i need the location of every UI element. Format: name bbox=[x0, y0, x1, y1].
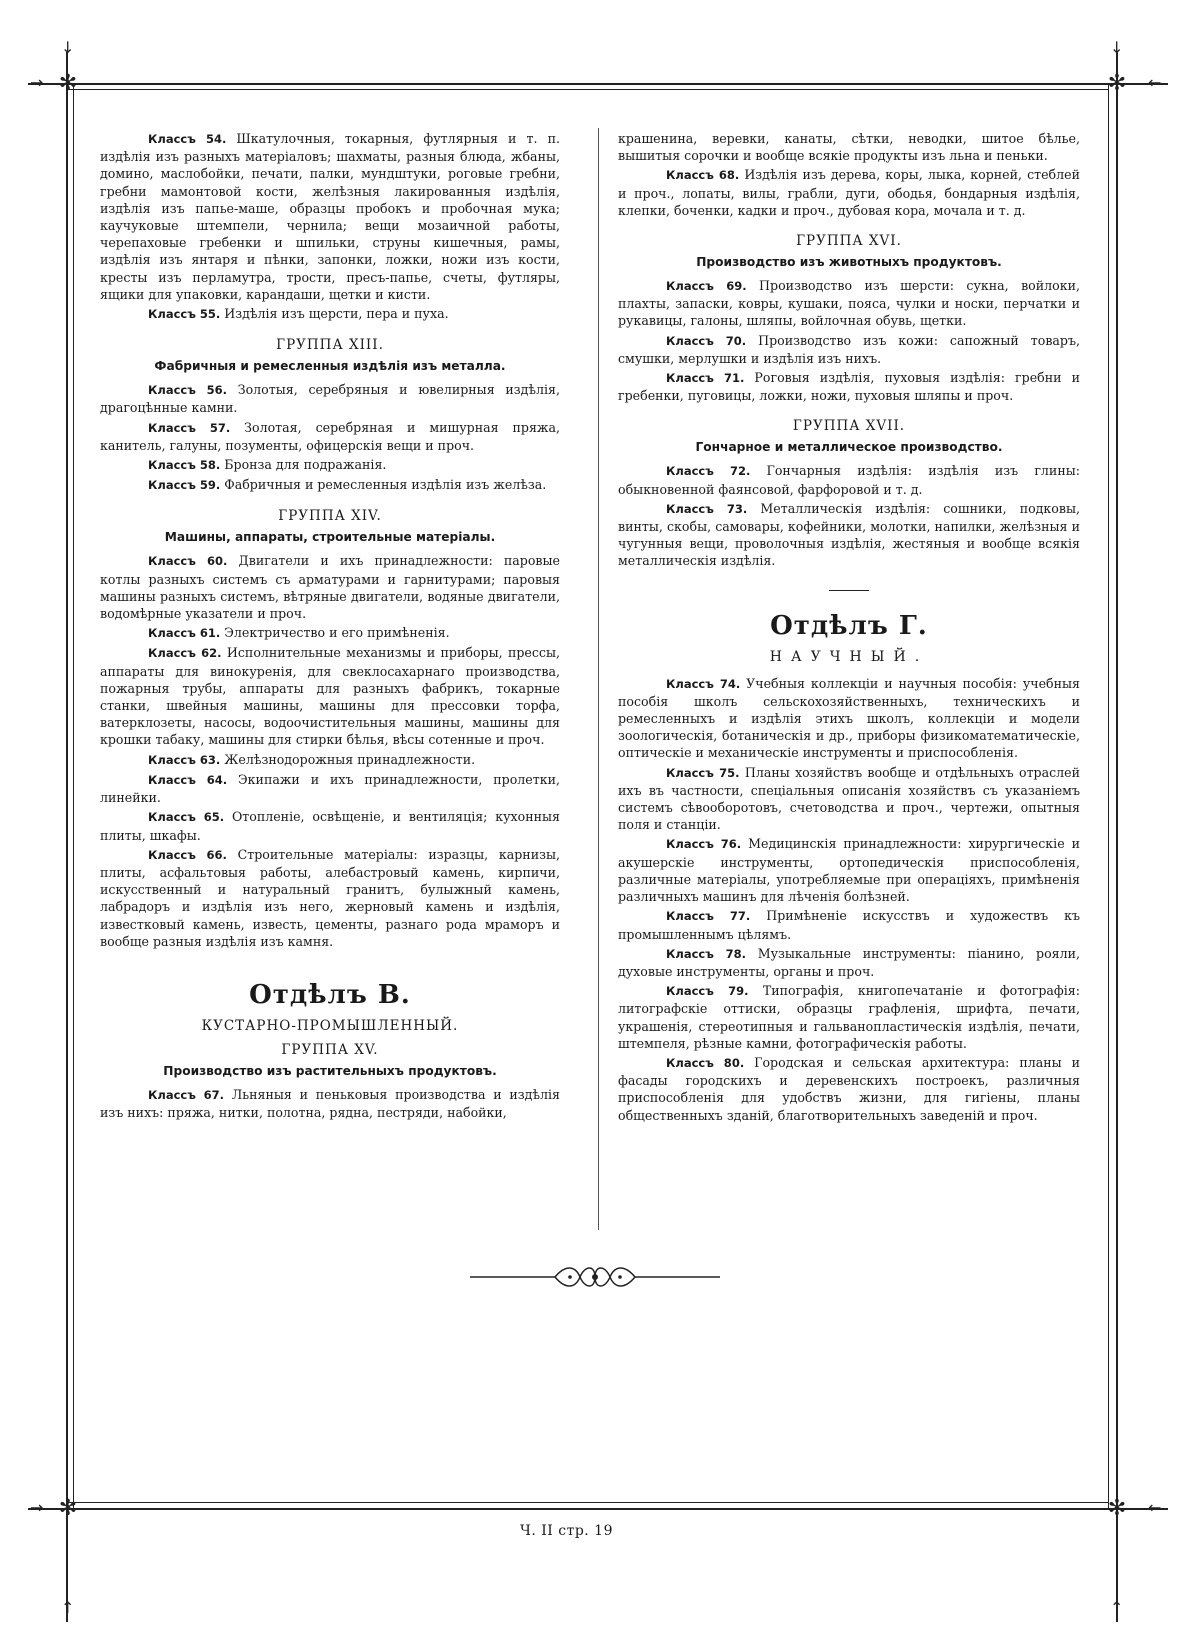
class-entry-continued: крашенина, веревки, канаты, сѣтки, неводки, шитое бѣлье, вышитыя сорочки и вообще всякіе продукты изъ льна и пеньки. bbox=[618, 131, 1080, 164]
group-title: Машины, аппараты, строительные матеріалы. bbox=[164, 530, 496, 545]
right-column bbox=[618, 130, 1080, 1126]
class-entry bbox=[618, 332, 1080, 367]
class-entry bbox=[100, 419, 560, 454]
class-label: Классъ 76. bbox=[666, 837, 742, 852]
class-label: Классъ 56. bbox=[148, 383, 227, 398]
section-rule bbox=[829, 590, 869, 591]
frame-right-inner-line bbox=[1108, 83, 1109, 1508]
frame-left-line bbox=[66, 52, 68, 1622]
class-entry bbox=[618, 1054, 1080, 1124]
department-subtitle: НАУЧНЫЙ. bbox=[769, 648, 929, 665]
class-label: Классъ 78. bbox=[666, 946, 746, 961]
group-heading: ГРУППА XIV. bbox=[278, 508, 382, 525]
arrow-down-icon: ↓ bbox=[61, 38, 75, 57]
class-entry bbox=[618, 462, 1080, 497]
class-text: Экипажи и ихъ принадлежности, пролетки, линейки. bbox=[100, 771, 560, 806]
class-label: Классъ 57. bbox=[148, 420, 231, 435]
arrow-down-icon: ↓ bbox=[1110, 38, 1124, 57]
class-label: Классъ 55. bbox=[148, 307, 221, 322]
class-label: Классъ 66. bbox=[148, 847, 227, 862]
group-title: Фабричныя и ремесленныя издѣлія изъ металла. bbox=[154, 359, 506, 374]
class-entry bbox=[618, 675, 1080, 762]
class-label: Классъ 67. bbox=[148, 1087, 224, 1102]
class-label: Классъ 70. bbox=[666, 333, 747, 348]
arrow-up-icon: ↑ bbox=[1110, 1598, 1124, 1617]
class-text: Производство изъ кожи: сапожный товаръ, смушки, мерлушки и издѣлія изъ нихъ. bbox=[618, 332, 1080, 366]
arrow-left-icon: ← bbox=[1148, 1498, 1162, 1517]
class-entry bbox=[100, 644, 560, 748]
corner-ornament-icon: ✻ bbox=[58, 1496, 78, 1521]
frame-bottom-inner-line bbox=[66, 1502, 1108, 1503]
class-text: Электричество и его примѣненія. bbox=[224, 625, 450, 641]
class-text: Планы хозяйствъ вообще и отдѣльныхъ отраслей ихъ въ частности, спеціальныя описанія хозяйствъ съ указаніемъ системъ сѣвооборотовъ, счетоводства и проч., чертежи, опытныя поля и станціи. bbox=[618, 764, 1081, 833]
corner-ornament-icon: ✻ bbox=[1107, 71, 1127, 96]
class-text: Золотыя, серебряныя и ювелирныя издѣлія, драгоцѣнные камни. bbox=[100, 382, 560, 416]
department-heading: Отдѣлъ В. bbox=[249, 979, 411, 1010]
class-entry bbox=[618, 835, 1080, 905]
corner-ornament-icon: ✻ bbox=[58, 71, 78, 96]
class-entry bbox=[100, 1086, 560, 1121]
class-text: Роговыя издѣлія, пуховыя издѣлія: гребни и гребенки, пуговицы, ложки, ножи, пуховыя шляпы и проч. bbox=[618, 370, 1080, 404]
class-label: Классъ 77. bbox=[666, 909, 751, 924]
class-text: Музыкальные инструменты: піанино, рояли, духовые инструменты, органы и проч. bbox=[618, 945, 1080, 979]
frame-bottom-line bbox=[28, 1508, 1168, 1510]
arrow-right-icon: → bbox=[30, 1498, 44, 1517]
class-text: Исполнительные механизмы и приборы, прессы, аппараты для винокуренія, для свеклосахарнаго производства, пожарныя трубы, аппараты для разныхъ фабрикъ, токарные станки, швейныя машины, машины для прессовки торфа, ватерклозеты, насосы, водоочистительныя машины, машины для крошки табаку, машины для стирки бѣлья, вѣсы сотенные и проч. bbox=[100, 645, 560, 748]
class-text: Производство изъ шерсти: сукна, войлоки, плахты, запаски, ковры, кушаки, пояса, чулки и носки, перчатки и рукавицы, галоны, шляпы, войлочная обувь, щетки. bbox=[618, 278, 1080, 329]
class-entry bbox=[618, 982, 1080, 1052]
arrow-left-icon: ← bbox=[1148, 73, 1162, 92]
flourish-ornament-icon bbox=[470, 1260, 720, 1294]
class-label: Классъ 64. bbox=[148, 772, 228, 787]
class-entry bbox=[100, 552, 560, 622]
left-column bbox=[100, 130, 560, 1123]
class-text: Шкатулочныя, токарныя, футлярныя и т. п. издѣлія изъ разныхъ матеріаловъ; шахматы, разныя блюда, жбаны, домино, маслобойки, печати, палки, мундштуки, роговые гребни, гребни мамонтовой кости, желѣзныя лакированныя издѣлія, издѣлія изъ папье-маше, образцы пробокъ и пробочная мука; каучуковые штемпели, чернила; вещи мозаичной работы, черепаховые гребенки и шпильки, струны кишечныя, рамы, издѣлія изъ янтаря и пѣнки, запонки, ложки, ножи изъ кости, кресты изъ перламутра, трости, пресъ-папье, счеты, футляры, ящики для упаковки, карандаши, щетки и кисти. bbox=[100, 131, 560, 302]
department-subtitle: КУСТАРНО-ПРОМЫШЛЕННЫЙ. bbox=[201, 1017, 459, 1034]
class-label: Классъ 65. bbox=[148, 810, 225, 825]
class-text: Бронза для подражанія. bbox=[224, 457, 387, 473]
group-title: Производство изъ растительныхъ продуктовъ. bbox=[163, 1063, 497, 1078]
class-entry bbox=[618, 500, 1080, 570]
page-number: Ч. II стр. 19 bbox=[520, 1523, 613, 1539]
class-entry bbox=[100, 456, 560, 474]
frame-top-line bbox=[28, 83, 1168, 85]
class-entry bbox=[618, 907, 1080, 942]
class-entry bbox=[100, 771, 560, 806]
department-heading: Отдѣлъ Г. bbox=[770, 610, 928, 641]
class-label: Классъ 60. bbox=[148, 554, 228, 569]
class-entry bbox=[100, 305, 560, 323]
class-text: Фабричныя и ремесленныя издѣлія изъ желѣза. bbox=[224, 477, 547, 493]
class-label: Классъ 61. bbox=[148, 626, 221, 641]
class-text: Отопленіе, освѣщеніе, и вентиляція; кухонныя плиты, шкафы. bbox=[100, 809, 560, 843]
group-heading: ГРУППА XIII. bbox=[276, 337, 384, 354]
class-text: Льняныя и пеньковыя производства и издѣлія изъ нихъ: пряжа, нитки, полотна, рядна, пестряди, набойки, bbox=[100, 1086, 560, 1121]
class-label: Классъ 73. bbox=[666, 501, 748, 516]
class-text: Примѣненіе искусствъ и художествъ къ промышленнымъ цѣлямъ. bbox=[618, 908, 1080, 942]
arrow-right-icon: → bbox=[30, 73, 44, 92]
class-text: Типографія, книгопечатаніе и фотографія: литографскіе оттиски, образцы графленія, шрифта, печати, украшенія, стереотипныя и гальванопластическія издѣлія, печати, штемпеля, рѣзные камни, фотографическія работы. bbox=[618, 983, 1080, 1051]
class-label: Классъ 74. bbox=[666, 676, 741, 691]
class-entry bbox=[618, 369, 1080, 404]
class-entry bbox=[100, 624, 560, 642]
class-label: Классъ 75. bbox=[666, 765, 740, 780]
group-title: Гончарное и металлическое производство. bbox=[695, 440, 1003, 455]
group-heading: ГРУППА XVI. bbox=[796, 233, 902, 250]
class-entry bbox=[100, 751, 560, 769]
group-heading: ГРУППА XVII. bbox=[792, 418, 906, 435]
class-text: Двигатели и ихъ принадлежности: паровые котлы разныхъ системъ съ арматурами и гарнитурами; паровыя машины разныхъ системъ, вѣтряные двигатели, водяные двигатели, водомѣрные указатели и проч. bbox=[100, 553, 560, 622]
class-entry bbox=[618, 166, 1080, 219]
frame-right-line bbox=[1116, 52, 1118, 1622]
class-text: Медицинскія принадлежности: хирургическіе и акушерскіе инструменты, ортопедическія приспособленія, различные матеріалы, употребляемые при операціяхъ, примѣненія различныхъ машинъ для лѣченія болѣзней. bbox=[618, 836, 1080, 905]
column-divider bbox=[598, 128, 599, 1230]
class-entry bbox=[618, 764, 1080, 834]
class-entry bbox=[100, 476, 560, 494]
class-entry bbox=[100, 381, 560, 416]
class-label: Классъ 68. bbox=[666, 168, 740, 183]
frame-left-inner-line bbox=[73, 83, 74, 1508]
class-text: Издѣлія изъ дерева, коры, лыка, корней, стеблей и проч., лопаты, вилы, грабли, дуги, ободья, бондарныя издѣлія, клепки, боченки, кадки и проч., дубовая кора, мочала и т. д. bbox=[618, 167, 1080, 218]
group-title: Производство изъ животныхъ продуктовъ. bbox=[696, 255, 1002, 270]
class-entry bbox=[100, 846, 560, 950]
class-text: Желѣзнодорожныя принадлежности. bbox=[224, 751, 476, 767]
class-text: Издѣлія изъ щерсти, пера и пуха. bbox=[224, 306, 449, 322]
group-heading: ГРУППА XV. bbox=[281, 1041, 379, 1058]
class-text: Гончарныя издѣлія: издѣлія изъ глины: обыкновенной фаянсовой, фарфоровой и т. д. bbox=[618, 463, 1080, 497]
class-label: Классъ 71. bbox=[666, 371, 745, 386]
class-label: Классъ 72. bbox=[666, 464, 751, 479]
class-label: Классъ 54. bbox=[148, 132, 227, 146]
class-text: Строительные матеріалы: изразцы, карнизы, плиты, асфальтовыя работы, алебастровый камень, кирпичи, искусственный и натуральный гранитъ, булыжный камень, лабрадоръ и издѣлія изъ него, жерновый камень и издѣлія, известковый камень, известь, цементы, разнаго рода мраморъ и вообще разныя издѣлія изъ камня. bbox=[100, 846, 560, 949]
class-label: Классъ 69. bbox=[666, 279, 747, 294]
class-entry bbox=[618, 277, 1080, 330]
corner-ornament-icon: ✻ bbox=[1107, 1496, 1127, 1521]
class-entry bbox=[100, 130, 560, 303]
class-entry bbox=[618, 945, 1080, 980]
class-label: Классъ 79. bbox=[666, 984, 749, 999]
class-label: Классъ 62. bbox=[148, 646, 222, 661]
frame-top-inner-line bbox=[66, 89, 1108, 90]
class-label: Классъ 80. bbox=[666, 1055, 745, 1070]
class-label: Классъ 59. bbox=[148, 478, 221, 493]
class-text: Золотая, серебряная и мишурная пряжа, канитель, галуны, позументы, офицерскія вещи и проч. bbox=[100, 419, 561, 453]
class-entry bbox=[100, 808, 560, 843]
class-text: Металлическія издѣлія: сошники, подковы, винты, скобы, самовары, кофейники, молотки, напилки, желѣзныя и чугунныя вещи, проволочныя издѣлія, жестяныя и вообще всякія металлическія издѣлія. bbox=[618, 500, 1080, 569]
arrow-up-icon: ↑ bbox=[61, 1598, 75, 1617]
class-label: Классъ 63. bbox=[148, 752, 221, 767]
class-text: Городская и сельская архитектура: планы и фасады городскихъ и деревенскихъ построекъ, различныя приспособленія для удобствъ жизни, для гигіены, планы общественныхъ зданій, благотворительныхъ заведеній и проч. bbox=[618, 1054, 1080, 1123]
class-text: Учебныя коллекціи и научныя пособія: учебныя пособія школъ сельскохозяйственныхъ, техническихъ и ремесленныхъ и издѣлія этихъ школъ, коллекціи и модели зоологическія, ботаническія и др., приборы физикоматематическіе, оптическіе и механическіе инструменты и приспособленія. bbox=[618, 675, 1080, 761]
class-label: Классъ 58. bbox=[148, 458, 221, 473]
